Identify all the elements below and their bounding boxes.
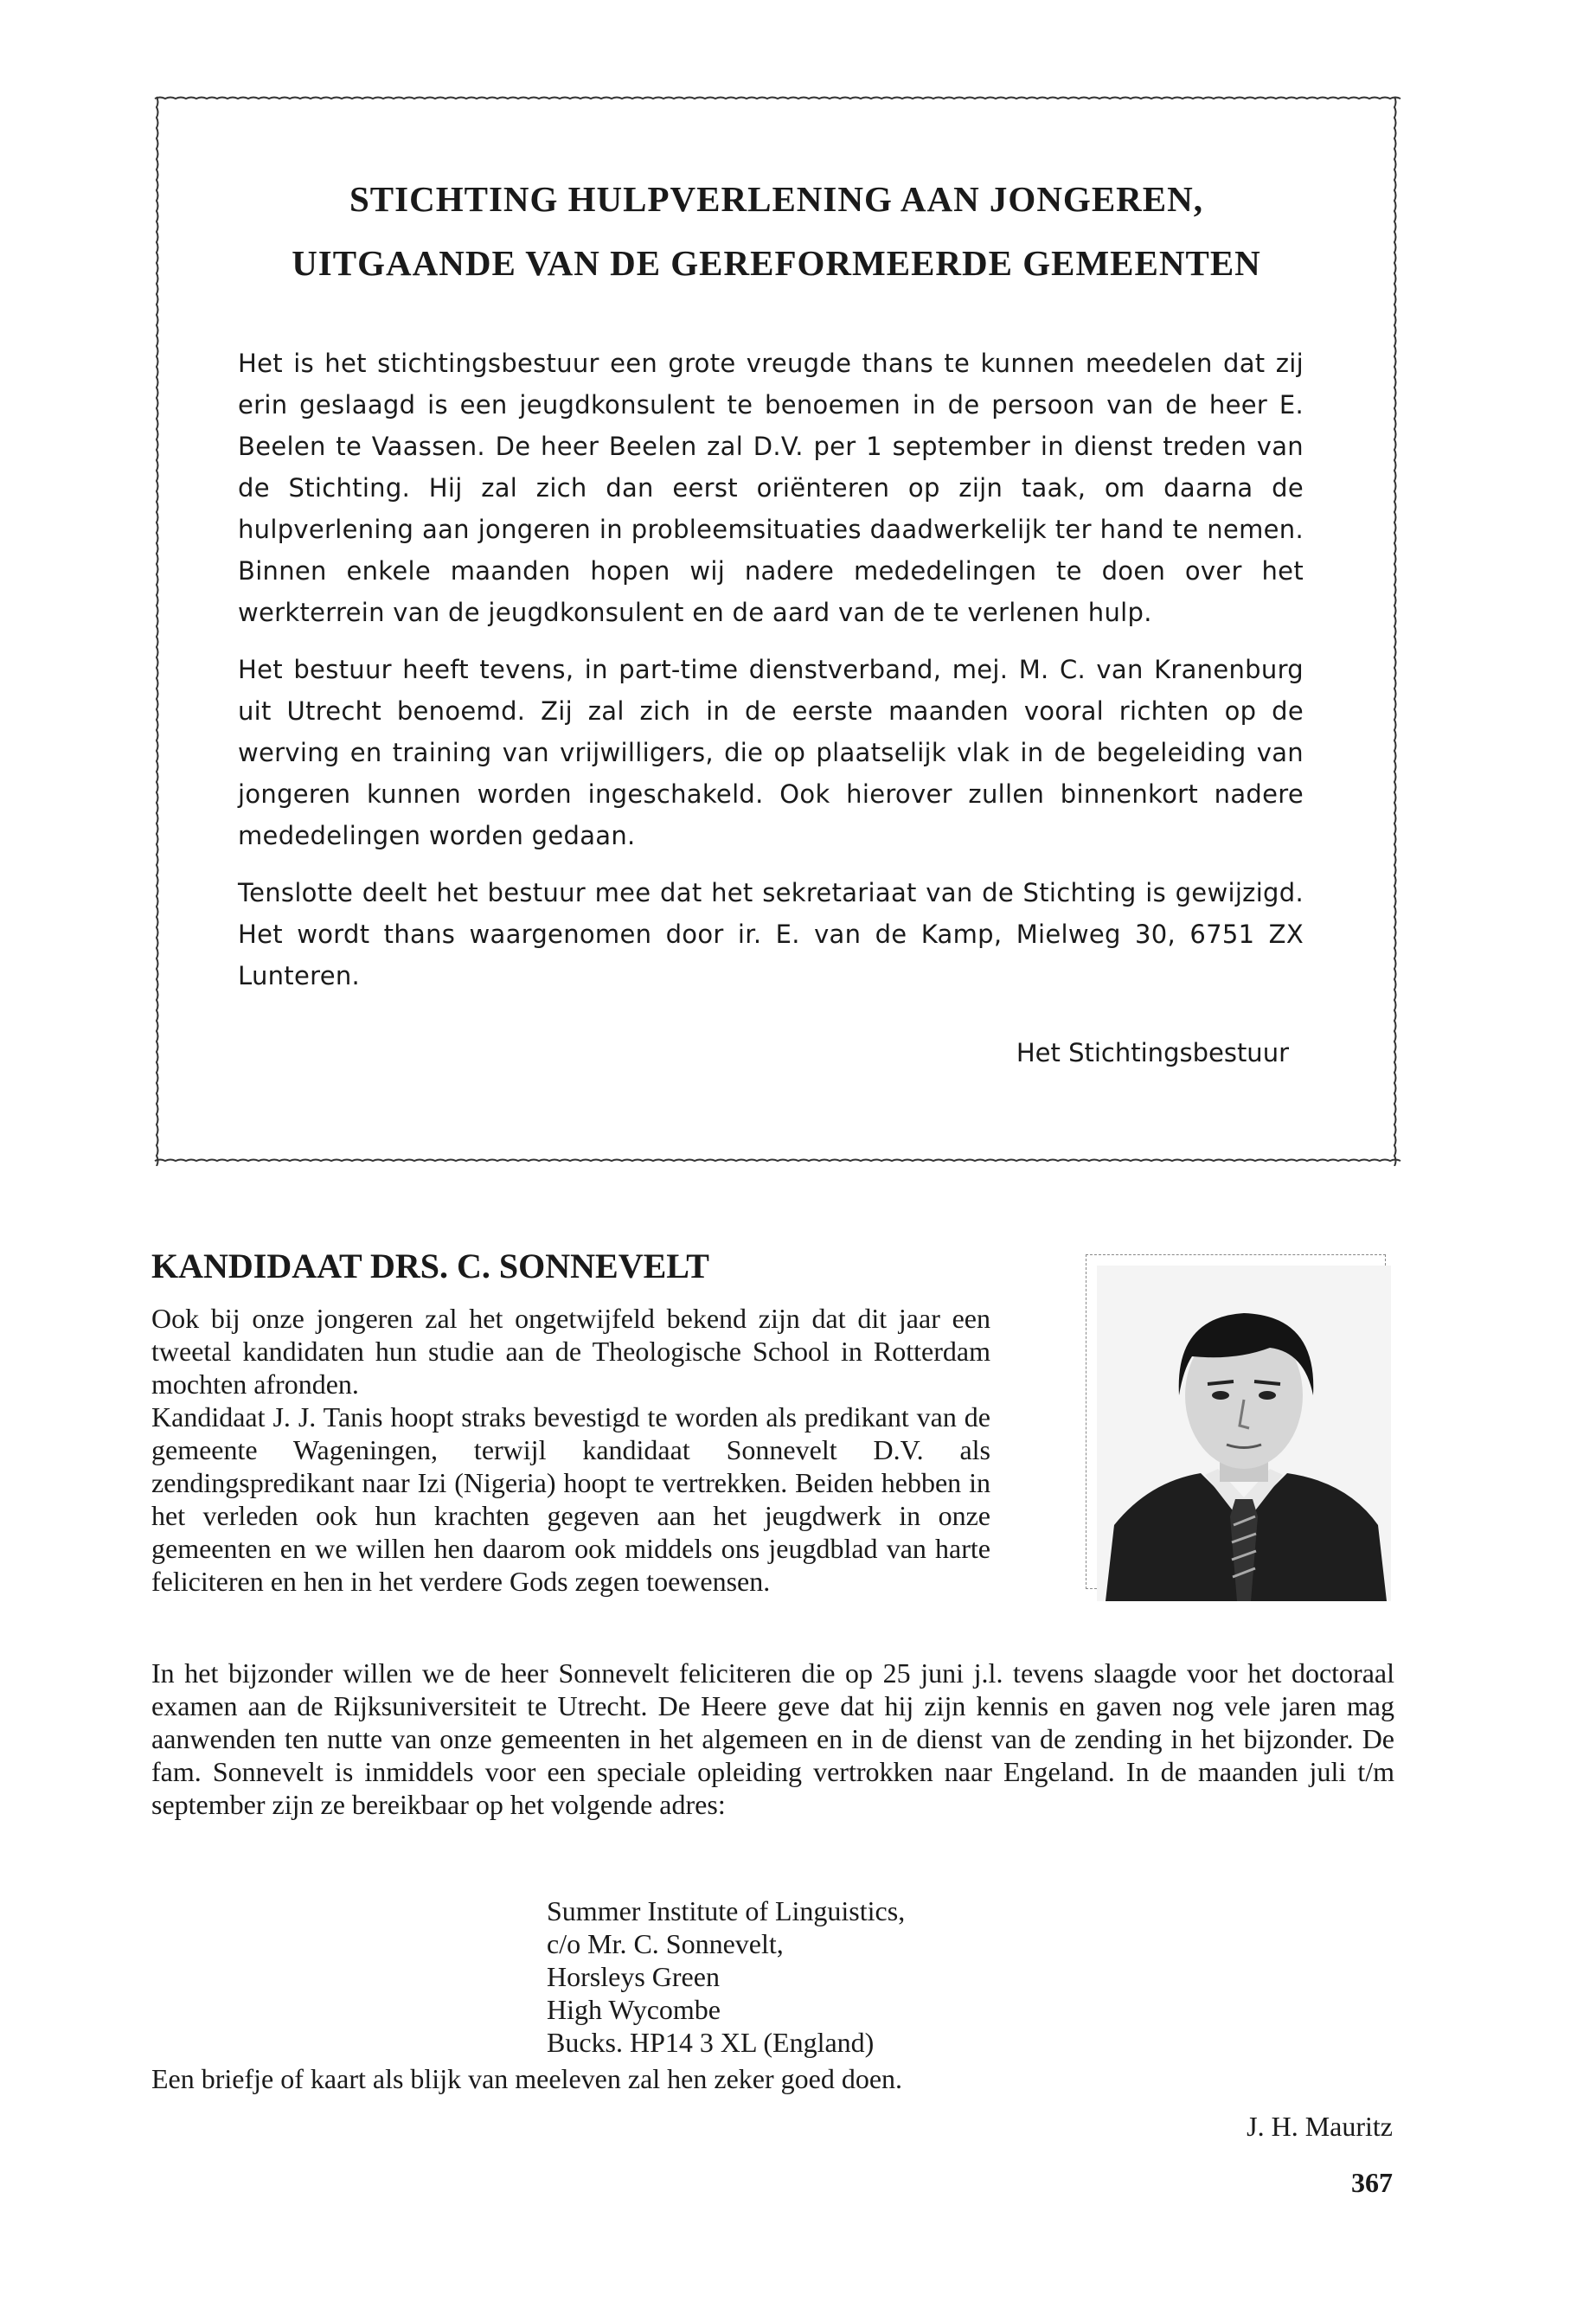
article-paragraph: Ook bij onze jongeren zal het ongetwijfeld bekend zijn dat dit jaar een tweetal kandidaten hun studie aan de Theologische School in Rotterdam mochten afronden. xyxy=(151,1303,990,1400)
article-paragraph: In het bijzonder willen we de heer Sonnevelt feliciteren die op 25 juni j.l. tevens slaagde voor het doctoraal examen aan de Rijksuniversiteit te Utrecht. De Heere geve dat hij zijn kennis en gaven nog vele jaren mag aanwenden ten nutte van onze gemeenten in het algemeen en in de dienst van de zending in het bijzonder. De fam. Sonnevelt is inmiddels voor een speciale opleiding vertrokken naar Engeland. In de maanden juli t/m september zijn ze bereikbaar op het volgende adres: xyxy=(151,1657,1394,1820)
notice-box xyxy=(151,93,1401,1166)
notice-title-line2: UITGAANDE VAN DE GEREFORMEERDE GEMEENTEN xyxy=(292,243,1261,283)
article-paragraph: Kandidaat J. J. Tanis hoopt straks bevestigd te worden als predikant van de gemeente Wageningen, terwijl kandidaat Sonnevelt D.V. als zendingspredikant naar Izi (Nigeria) hoopt te vertrekken. Beiden hebben in het verleden ook hun krachten gegeven aan het jeugdwerk in onze gemeenten en we willen hen daarom ook middels ons jeugdblad van harte feliciteren en hen in het verdere Gods zegen toewensen. xyxy=(151,1401,990,1597)
portrait-photo xyxy=(1086,1254,1386,1589)
address-line: c/o Mr. C. Sonnevelt, xyxy=(547,1928,784,1959)
notice-signature: Het Stichtingsbestuur xyxy=(1016,1038,1289,1067)
article-continuation xyxy=(151,1657,1394,1821)
notice-paragraph: Tenslotte deelt het bestuur mee dat het sekretariaat van de Stichting is gewijzigd. Het wordt thans waargenomen door ir. E. van de Kamp, Mielweg 30, 6751 ZX Lunteren. xyxy=(238,878,1304,990)
notice-paragraph: Het is het stichtingsbestuur een grote vreugde thans te kunnen meedelen dat zij erin geslaagd is een jeugdkonsulent te benoemen in de persoon van de heer E. Beelen te Vaassen. De heer Beelen zal D.V. per 1 september in dienst treden van de Stichting. Hij zal zich dan eerst oriënteren op zijn taak, om daarna de hulpverlening aan jongeren in probleemsituaties daadwerkelijk ter hand te nemen. Binnen enkele maanden hopen wij nadere mededelingen te doen over het werkterrein van de jeugdkonsulent en de aard van de te verlenen hulp. xyxy=(238,349,1304,627)
notice-paragraph: Het bestuur heeft tevens, in part-time dienstverband, mej. M. C. van Kranenburg uit Utrecht benoemd. Zij zal zich in de eerste maanden vooral richten op de werving en training van vrijwilligers, die op plaatselijk vlak in de begeleiding van jongeren kunnen worden ingeschakeld. Ook hierover zullen binnenkort nadere mededelingen worden gedaan. xyxy=(238,655,1304,850)
address-line: Horsleys Green xyxy=(547,1961,720,1992)
article-closing: Een briefje of kaart als blijk van meeleven zal hen zeker goed doen. xyxy=(151,2063,903,2094)
notice-body xyxy=(238,343,1304,1012)
article-title: KANDIDAAT DRS. C. SONNEVELT xyxy=(151,1247,709,1285)
address-line: Summer Institute of Linguistics, xyxy=(547,1895,906,1926)
page-number: 367 xyxy=(1351,2167,1393,2198)
notice-title-line1: STICHTING HULPVERLENING AAN JONGEREN, xyxy=(349,179,1203,219)
article-intro xyxy=(151,1302,990,1598)
address-block xyxy=(547,1894,905,2059)
portrait-image xyxy=(1097,1266,1391,1601)
address-line: High Wycombe xyxy=(547,1994,721,2025)
article-author: J. H. Mauritz xyxy=(1247,2111,1393,2142)
address-line: Bucks. HP14 3 XL (England) xyxy=(547,2027,875,2058)
